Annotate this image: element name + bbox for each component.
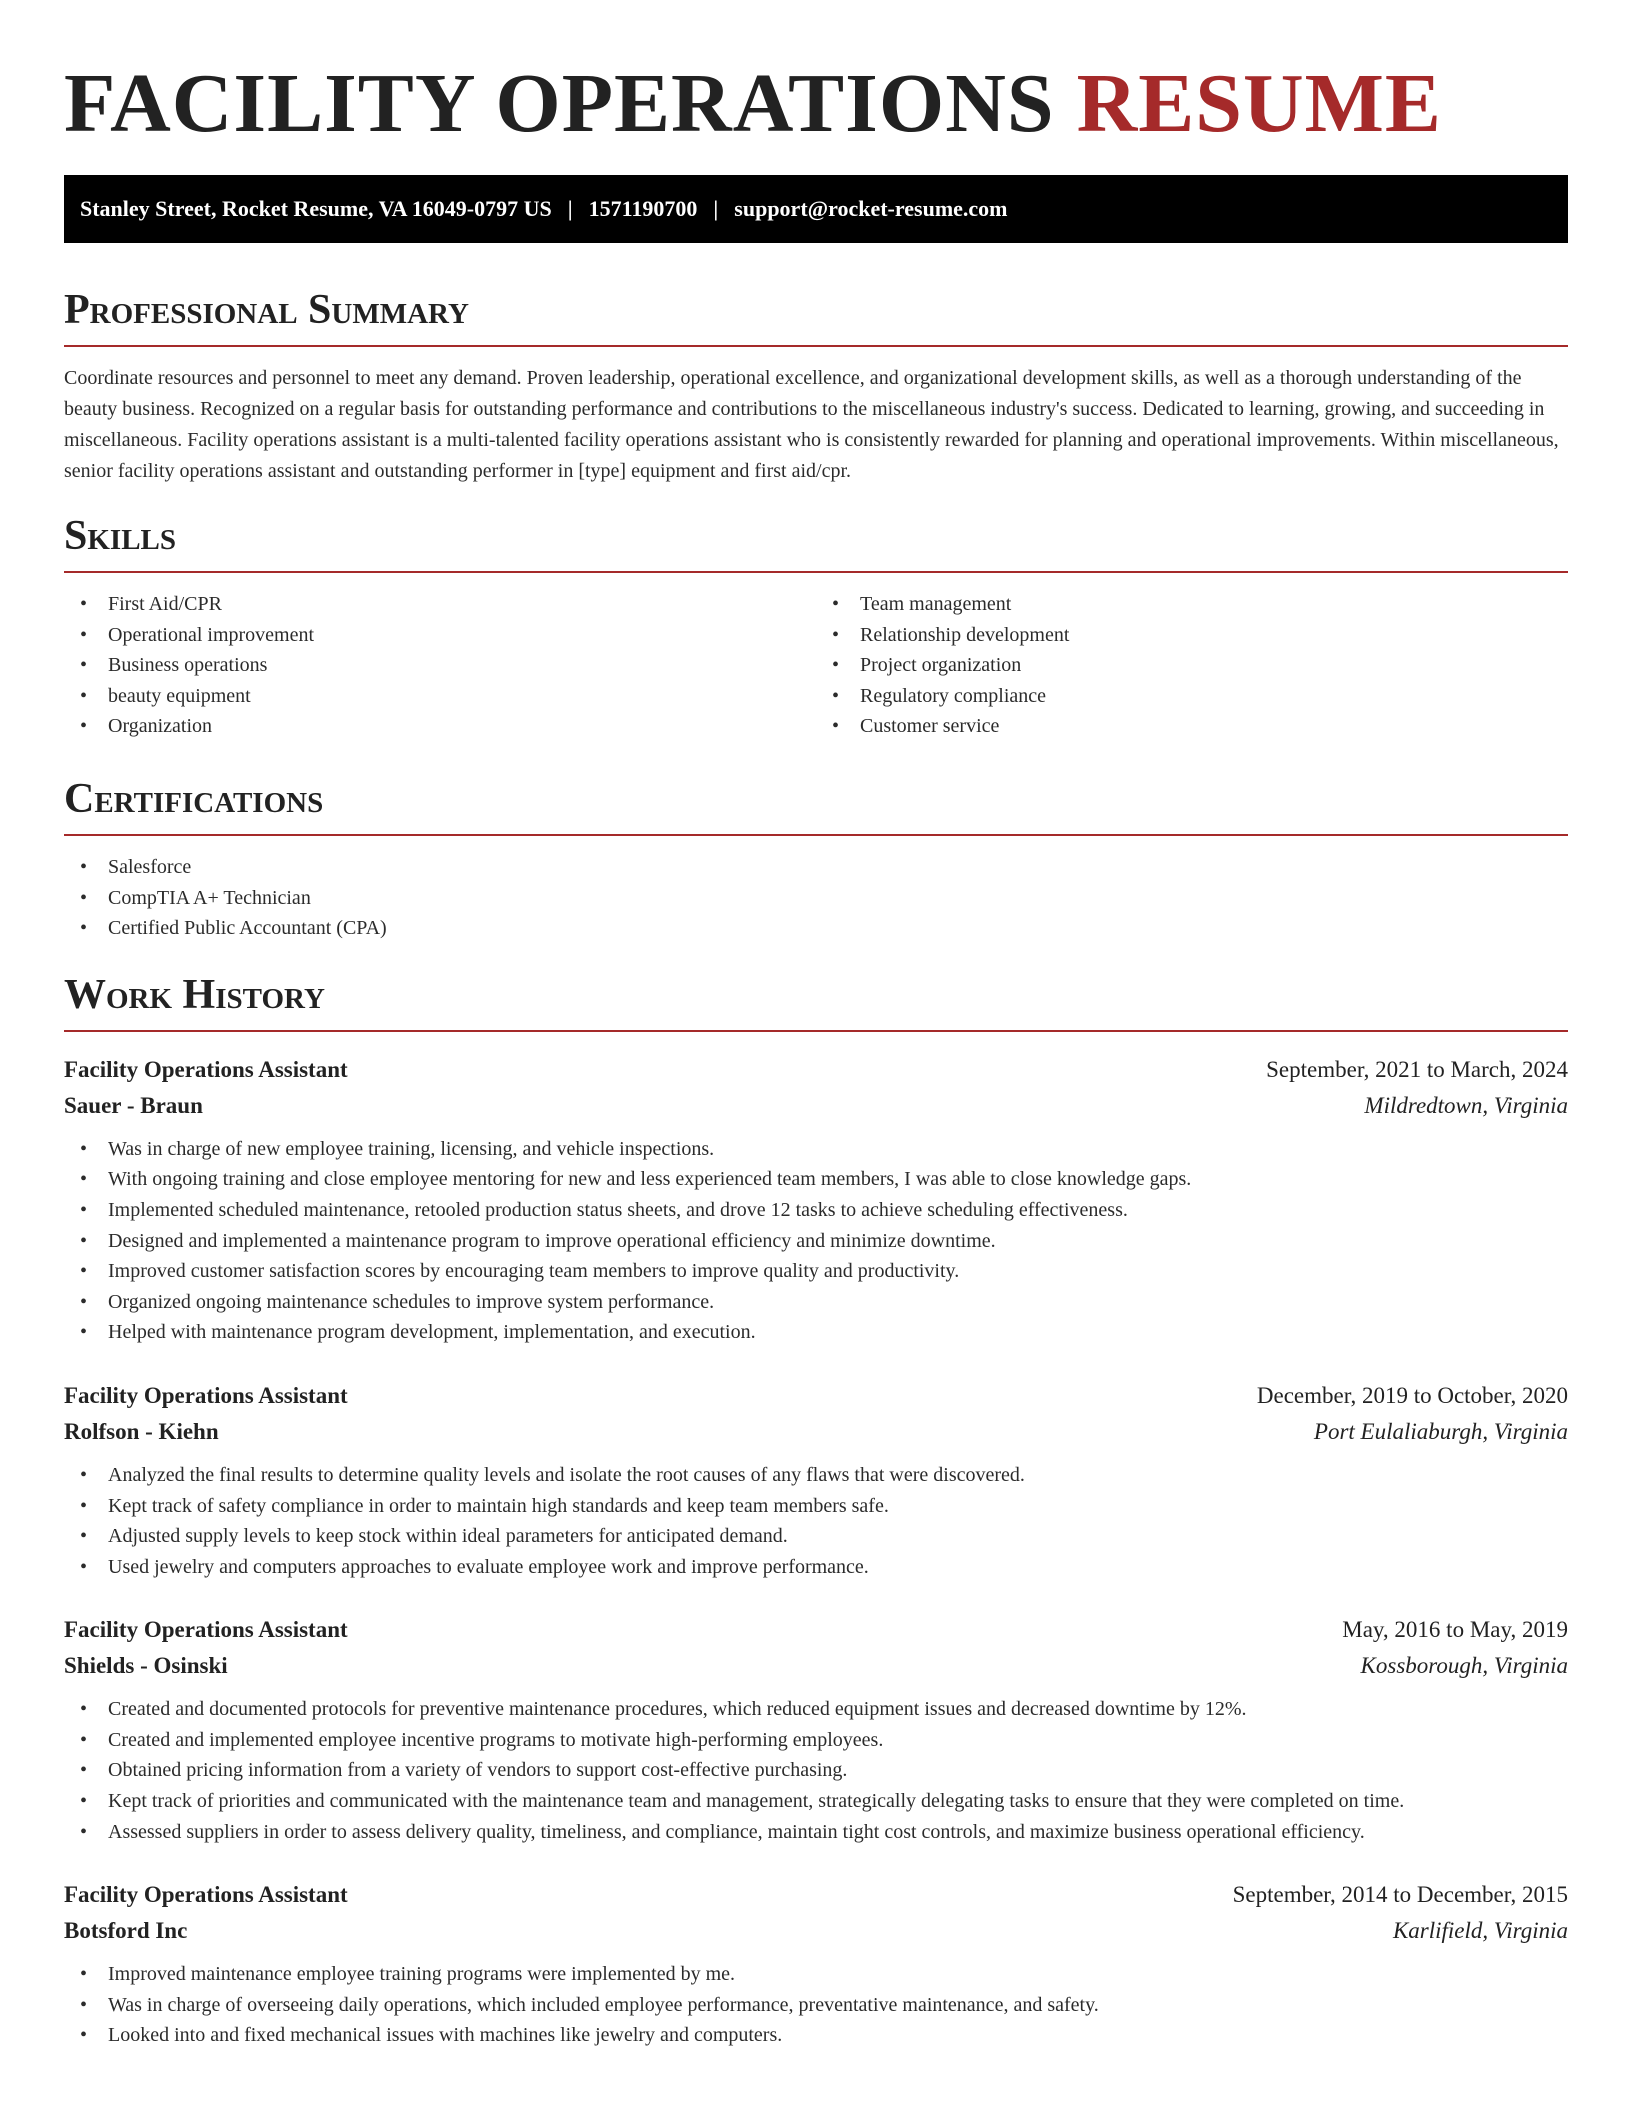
job-header-row	[64, 1877, 1568, 1913]
list-item: • Assessed suppliers in order to assess delivery quality, timeliness, and compliance, maintain tight cost controls, and maximize business operational efficiency.	[64, 1817, 1568, 1848]
job-dates: December, 2019 to October, 2020	[1256, 1382, 1568, 1408]
skills-grid	[64, 573, 1568, 742]
title-accent: RESUME	[1076, 57, 1442, 150]
job-location: Kossborough, Virginia	[1360, 1653, 1568, 1679]
job-bullets	[64, 1134, 1568, 1348]
summary-heading: Professional Summary	[64, 287, 469, 333]
list-item: • Looked into and fixed mechanical issues with machines like jewelry and computers.	[64, 2020, 1568, 2051]
job-title: Facility Operations Assistant	[64, 1382, 348, 1408]
contact-separator: |	[567, 196, 573, 221]
list-item: • beauty equipment	[64, 681, 816, 712]
list-item: • Salesforce	[64, 852, 1568, 883]
list-item: • With ongoing training and close employee mentoring for new and less experienced team members, I was able to close knowledge gaps.	[64, 1164, 1568, 1195]
contact-email: support@rocket-resume.com	[734, 196, 1008, 221]
list-item: • Customer service	[816, 711, 1568, 742]
job-company: Rolfson - Kiehn	[64, 1418, 219, 1444]
certifications-section	[64, 774, 1568, 944]
list-item: • Certified Public Accountant (CPA)	[64, 913, 1568, 944]
list-item: • Adjusted supply levels to keep stock within ideal parameters for anticipated demand.	[64, 1521, 1568, 1552]
job-entry	[64, 1612, 1568, 1847]
job-location: Karlifield, Virginia	[1392, 1918, 1568, 1944]
list-item: • Business operations	[64, 650, 816, 681]
skills-heading: Skills	[64, 513, 177, 559]
list-item: • Relationship development	[816, 620, 1568, 651]
job-location: Port Eulaliaburgh, Virginia	[1313, 1418, 1568, 1444]
section-divider	[64, 1030, 1568, 1032]
job-company: Sauer - Braun	[64, 1092, 203, 1118]
job-title: Facility Operations Assistant	[64, 1056, 348, 1082]
certifications-heading: Certifications	[64, 775, 324, 822]
list-item: • Designed and implemented a maintenance program to improve operational efficiency and minimize downtime.	[64, 1226, 1568, 1257]
contact-separator: |	[713, 196, 719, 221]
list-item: • Organization	[64, 711, 816, 742]
title-main: FACILITY OPERATIONS	[64, 57, 1055, 150]
list-item: • Obtained pricing information from a variety of vendors to support cost-effective purchasing.	[64, 1755, 1568, 1786]
list-item: • Team management	[816, 589, 1568, 620]
list-item: • CompTIA A+ Technician	[64, 883, 1568, 914]
list-item: • Was in charge of overseeing daily operations, which included employee performance, preventative maintenance, and safety.	[64, 1990, 1568, 2021]
contact-phone: 1571190700	[588, 196, 698, 221]
contact-bar	[64, 175, 1568, 243]
list-item: • Operational improvement	[64, 620, 816, 651]
list-item: • Improved customer satisfaction scores by encouraging team members to improve quality and productivity.	[64, 1256, 1568, 1287]
skills-list-right	[816, 589, 1568, 742]
list-item: • Analyzed the final results to determine quality levels and isolate the root causes of any flaws that were discovered.	[64, 1460, 1568, 1491]
list-item: • Kept track of priorities and communicated with the maintenance team and management, strategically delegating tasks to ensure that they were completed on time.	[64, 1786, 1568, 1817]
jobs-list	[64, 1052, 1568, 2051]
job-bullets	[64, 1694, 1568, 1847]
section-divider	[64, 834, 1568, 836]
list-item: • Was in charge of new employee training, licensing, and vehicle inspections.	[64, 1134, 1568, 1165]
job-company-row	[64, 1088, 1568, 1124]
job-dates: September, 2014 to December, 2015	[1232, 1882, 1568, 1908]
job-location: Mildredtown, Virginia	[1364, 1092, 1568, 1118]
work-history-section	[64, 970, 1568, 2051]
job-title: Facility Operations Assistant	[64, 1882, 348, 1908]
list-item: • First Aid/CPR	[64, 589, 816, 620]
job-bullets	[64, 1959, 1568, 2051]
job-company-row	[64, 1913, 1568, 1949]
job-company: Botsford Inc	[64, 1918, 188, 1944]
list-item: • Organized ongoing maintenance schedules to improve system performance.	[64, 1287, 1568, 1318]
job-header-row	[64, 1052, 1568, 1088]
job-entry	[64, 1378, 1568, 1582]
list-item: • Created and documented protocols for preventive maintenance procedures, which reduced equipment issues and decreased downtime by 12%.	[64, 1694, 1568, 1725]
job-company: Shields - Osinski	[64, 1653, 228, 1679]
section-divider	[64, 345, 1568, 347]
job-entry	[64, 1877, 1568, 2051]
work-history-heading: Work History	[64, 971, 325, 1018]
summary-section	[64, 285, 1568, 487]
summary-text: Coordinate resources and personnel to meet any demand. Proven leadership, operational excellence, and organizational development skills, as well as a thorough understanding of the beauty business. Recognized on a regular basis for outstanding performance and contributions to the miscellaneous industry's success. Dedicated to learning, growing, and succeeding in miscellaneous. Facility operations assistant is a multi-talented facility operations assistant who is consistently rewarded for planning and operational improvements. Within miscellaneous, senior facility operations assistant and outstanding performer in [type] equipment and first aid/cpr.	[64, 367, 1559, 482]
job-company-row	[64, 1648, 1568, 1684]
list-item: • Implemented scheduled maintenance, retooled production status sheets, and drove 12 tasks to achieve scheduling effectiveness.	[64, 1195, 1568, 1226]
job-entry	[64, 1052, 1568, 1348]
job-header-row	[64, 1378, 1568, 1414]
job-title: Facility Operations Assistant	[64, 1617, 348, 1643]
list-item: • Improved maintenance employee training programs were implemented by me.	[64, 1959, 1568, 1990]
job-header-row	[64, 1612, 1568, 1648]
list-item: • Created and implemented employee incentive programs to motivate high-performing employees.	[64, 1725, 1568, 1756]
list-item: • Regulatory compliance	[816, 681, 1568, 712]
list-item: • Project organization	[816, 650, 1568, 681]
certifications-list	[64, 852, 1568, 944]
skills-list-left	[64, 589, 816, 742]
skills-section	[64, 511, 1568, 742]
job-dates: May, 2016 to May, 2019	[1342, 1617, 1568, 1643]
contact-address: Stanley Street, Rocket Resume, VA 16049-0797 US	[80, 196, 552, 221]
resume-title	[64, 0, 1568, 150]
list-item: • Kept track of safety compliance in order to maintain high standards and keep team members safe.	[64, 1491, 1568, 1522]
job-company-row	[64, 1414, 1568, 1450]
job-dates: September, 2021 to March, 2024	[1266, 1056, 1568, 1082]
job-bullets	[64, 1460, 1568, 1582]
list-item: • Used jewelry and computers approaches to evaluate employee work and improve performance.	[64, 1552, 1568, 1583]
list-item: • Helped with maintenance program development, implementation, and execution.	[64, 1317, 1568, 1348]
